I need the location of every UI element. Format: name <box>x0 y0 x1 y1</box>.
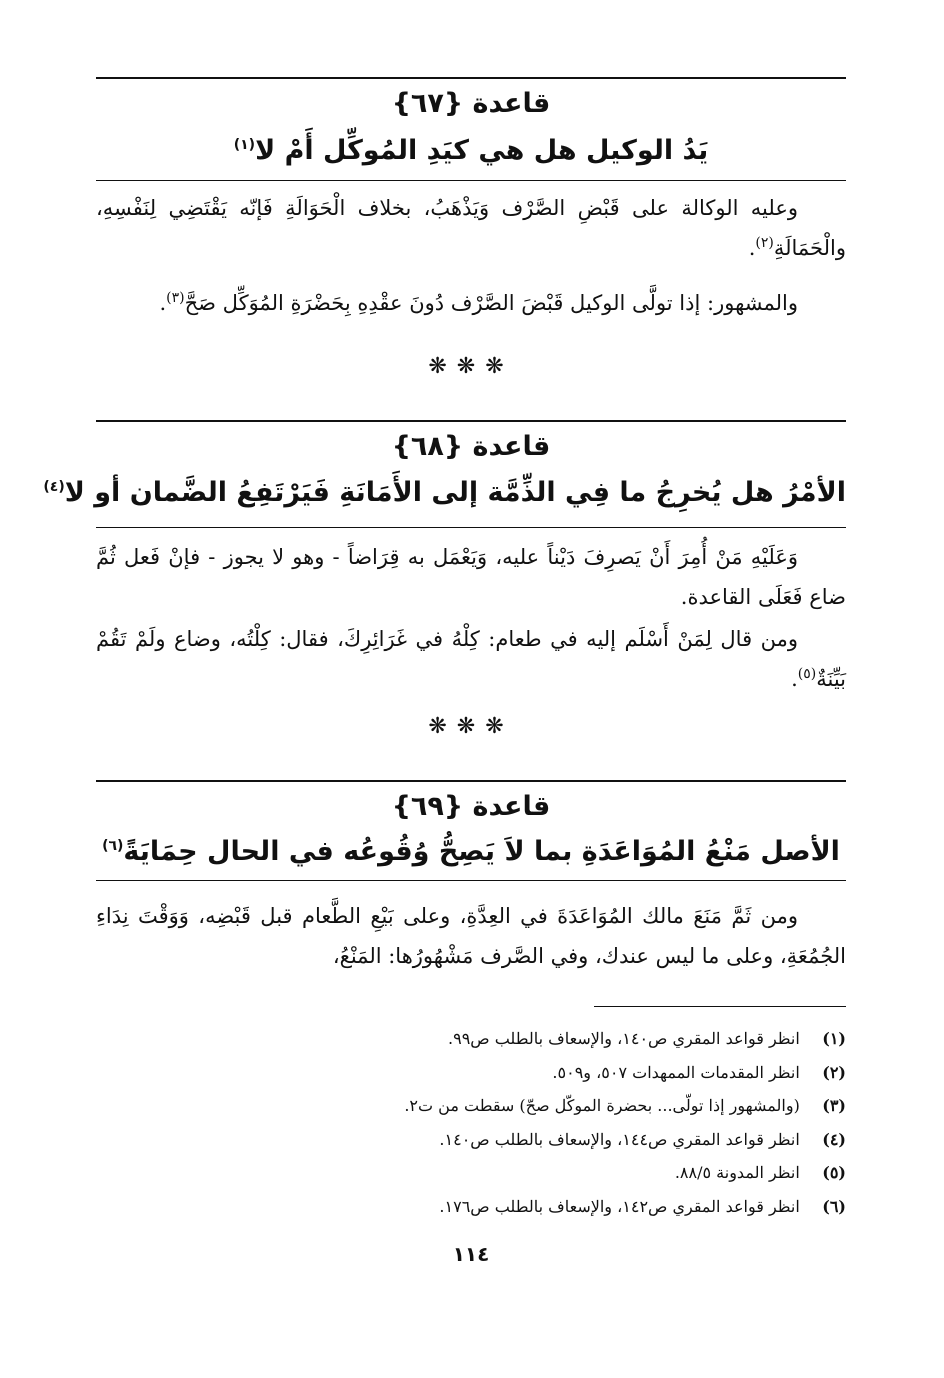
paragraph-end: . <box>680 585 688 609</box>
paragraph-end: . <box>791 667 798 691</box>
rule-69-title-footnote-ref: (٦) <box>102 838 124 854</box>
rule-68-top-line <box>96 420 846 422</box>
footnote-number: (٣) <box>822 1096 846 1115</box>
rule-68-paragraph-1 <box>96 537 846 617</box>
rule-69-title-text: الأصل مَنْعُ المُوَاعَدَةِ بما لاَ يَصِحُّ وُقُوعُه في الحال حِمَايَةً <box>123 836 840 867</box>
footnote-ref: (٢) <box>755 235 774 251</box>
page-number: ١١٤ <box>452 1242 490 1266</box>
footnote-number: (١) <box>822 1029 846 1048</box>
footnote-ref: (٣) <box>166 290 185 306</box>
section-separator-2: ❋❋❋ <box>428 714 514 739</box>
footnote-3 <box>96 1089 846 1123</box>
rule-68-title-footnote-ref: (٤) <box>43 479 65 495</box>
rule-67-bottom-line <box>96 180 846 181</box>
rule-67-number: قاعدة {٦٧} <box>391 88 551 119</box>
rule-68-number: قاعدة {٦٨} <box>391 431 551 462</box>
rule-69-bottom-line <box>96 880 846 881</box>
footnote-number: (٦) <box>822 1196 846 1216</box>
footnote-text: انظر المدونة ٨٨/٥. <box>674 1163 800 1182</box>
footnote-number: (٤) <box>822 1129 846 1149</box>
rule-69-paragraph-1 <box>96 896 846 976</box>
footnotes-list <box>96 1022 846 1223</box>
rule-67-title <box>96 131 846 171</box>
paragraph-text: والمشهور: إذا تولَّى الوكيل قَبْضَ الصَّرْف دُونَ عقْدِهِ بِحَضْرَةِ المُوَكِّل صَحَّ <box>184 291 798 315</box>
footnote-number: (٢) <box>822 1062 846 1082</box>
footnote-ref: (٥) <box>797 666 817 682</box>
rule-68-title <box>43 473 846 513</box>
rule-69-title <box>96 832 846 872</box>
paragraph-end: . <box>159 291 167 315</box>
rule-67-top-line <box>96 77 846 79</box>
footnote-text: (والمشهور إذا تولّى... بحضرة الموكّل صحّ) سقطت من ت٢. <box>404 1096 800 1115</box>
rule-68-paragraph-2 <box>96 619 846 699</box>
paragraph-text: ومن ثَمَّ مَنَعَ مالك المُوَاعَدَةَ في العِدَّةِ، وعلى بَيْعِ الطَّعام قبل قَبْضِه، وَوَقْتَ نِدَاءِ الجُمُعَةِ، وعلى ما ليس عندك، وفي الصَّرف مَشْهُورُها: المَنْعُ، <box>96 904 846 968</box>
footnote-text: انظر قواعد المقري ص١٤٤، والإسعاف بالطلب ص١٤٠. <box>439 1129 800 1149</box>
footnote-2 <box>96 1056 846 1090</box>
rule-67-paragraph-1 <box>96 188 846 268</box>
rule-67-title-footnote-ref: (١) <box>233 137 256 153</box>
footnote-text: انظر قواعد المقري ص١٤٠، والإسعاف بالطلب ص٩٩. <box>448 1029 800 1048</box>
rule-67-paragraph-2 <box>96 283 846 323</box>
footnote-6 <box>96 1190 846 1224</box>
footnote-number: (٥) <box>822 1163 846 1182</box>
rule-68-title-text: الأمْرُ هل يُخرِجُ ما فِي الذِّمَّة إلى الأَمَانَةِ فَيَرْتَفِعُ الضَّمان أو لا <box>64 477 846 508</box>
section-separator-1: ❋❋❋ <box>428 354 514 379</box>
rule-68-bottom-line <box>96 527 846 528</box>
book-page <box>43 0 846 1378</box>
paragraph-text: وعليه الوكالة على قَبْضِ الصَّرْف وَيَذْهَبُ، بخلاف الْحَوَالَةِ فَإنّه يَقْتَضِي لِنَفْسِهِ، والْحَمَالَةِ <box>96 196 846 260</box>
rule-69-number: قاعدة {٦٩} <box>391 791 551 822</box>
paragraph-text: وَعَلَيْهِ مَنْ أُمِرَ أَنْ يَصرِفَ دَيْناً عليه، وَيَعْمَل به قِرَاضاً - وهو لا يجوز - فإنْ فَعل ثُمَّ ضاع فَعَلَى القاعدة <box>96 545 846 609</box>
rule-67-title-text: يَدُ الوكيل هل هي كيَدِ المُوكِّل أَمْ لا <box>255 135 709 166</box>
footnote-5 <box>96 1156 846 1190</box>
footnote-4 <box>96 1123 846 1157</box>
footnote-separator <box>594 1006 846 1007</box>
rule-69-top-line <box>96 780 846 782</box>
paragraph-text: ومن قال لِمَنْ أَسْلَم إليه في طعام: كِلْهُ في غَرَائِرِكَ، فقال: كِلْتُه، وضاع ولَمْ تَقُمْ بَيِّنَةٌ <box>96 627 846 691</box>
footnote-text: انظر المقدمات الممهدات ٥٠٧، و٥٠٩. <box>552 1062 800 1082</box>
footnote-text: انظر قواعد المقري ص١٤٢، والإسعاف بالطلب ص١٧٦. <box>439 1196 800 1216</box>
footnote-1 <box>96 1022 846 1056</box>
paragraph-end: . <box>748 236 756 260</box>
